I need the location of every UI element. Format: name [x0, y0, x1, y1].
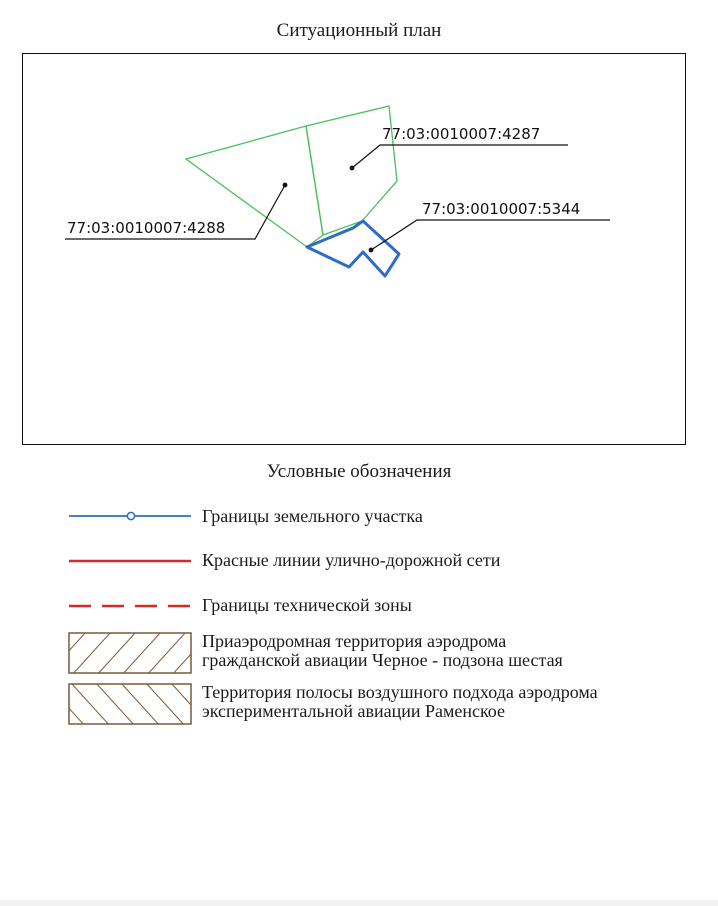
legend-item-land-plot-boundary [66, 507, 686, 555]
legend-item-approach-ramenskoe [66, 683, 686, 731]
page-bottom-edge [0, 900, 718, 906]
legend-label-line-1: Территория полосы воздушного подхода аэродрома [202, 682, 598, 702]
hatch-backward-icon [66, 683, 196, 727]
legend-label-line-1: Приаэродромная территория аэродрома [202, 631, 507, 651]
legend-label [202, 683, 598, 721]
blue-boundary-line-icon [66, 507, 196, 527]
legend-label: Границы земельного участка [202, 506, 423, 526]
red-solid-line-icon [66, 551, 196, 571]
page-title: Ситуационный план [276, 20, 442, 41]
leader-5344 [371, 220, 610, 250]
situation-plan-map [22, 53, 686, 445]
parcel-5344-boundary[interactable] [307, 221, 399, 276]
legend-label: Красные линии улично-дорожной сети [202, 550, 501, 570]
legend-item-red-lines [66, 551, 686, 599]
label-4288: 77:03:0010007:4288 [67, 219, 226, 237]
map-canvas [23, 54, 687, 446]
label-5344: 77:03:0010007:5344 [422, 200, 581, 218]
legend-item-aerodrome-chernoe [66, 632, 686, 680]
red-dashed-line-icon [66, 596, 196, 616]
legend-label-line-2: гражданской авиации Черное - подзона шестая [202, 650, 563, 670]
label-4287: 77:03:0010007:4287 [382, 125, 541, 143]
leader-4287 [352, 145, 568, 168]
legend-label [202, 632, 563, 670]
hatch-forward-icon [66, 632, 196, 676]
legend-label: Границы технической зоны [202, 595, 412, 615]
legend-label-line-2: экспериментальной авиации Раменское [202, 701, 506, 721]
legend-title: Условные обозначения [266, 461, 452, 482]
